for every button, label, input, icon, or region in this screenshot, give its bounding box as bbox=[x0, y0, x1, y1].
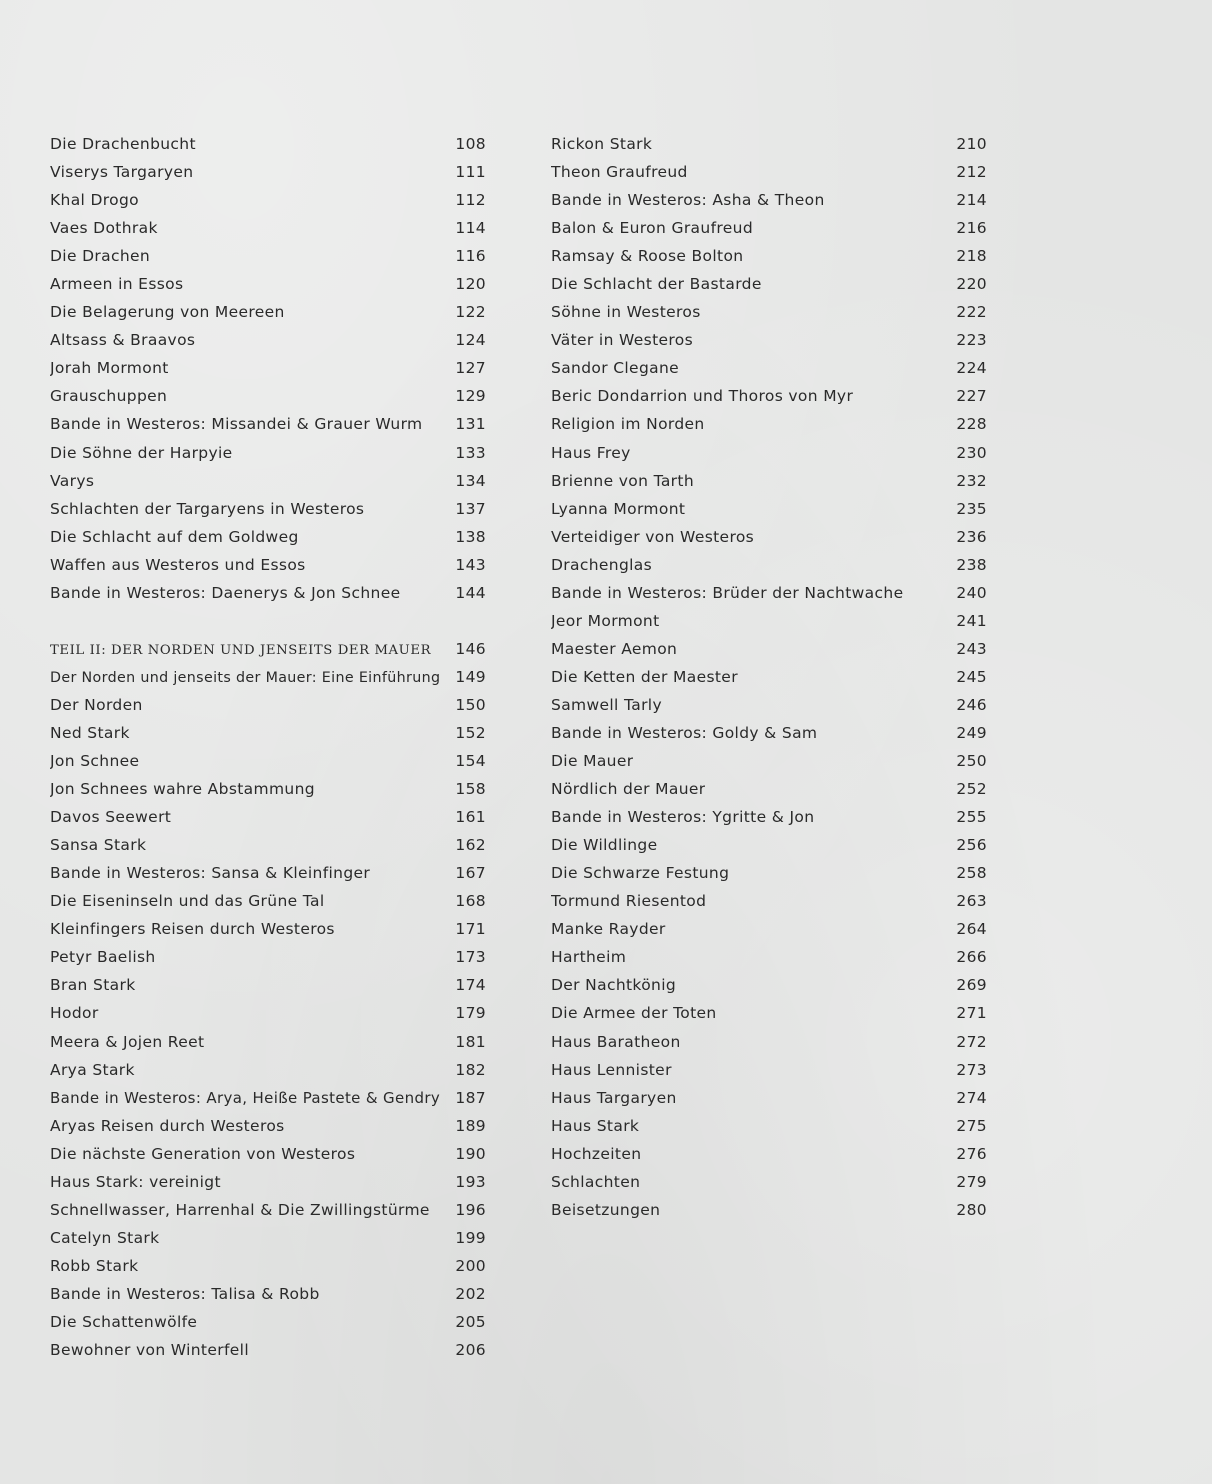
toc-entry bbox=[551, 803, 989, 831]
toc-entry-page: 246 bbox=[956, 695, 987, 714]
section-spacer bbox=[50, 607, 488, 635]
toc-entry-title: Balon & Euron Graufreud bbox=[551, 219, 754, 238]
toc-entry bbox=[50, 691, 488, 719]
toc-entry bbox=[50, 298, 488, 326]
toc-entry-page: 245 bbox=[956, 667, 987, 686]
toc-entry-page: 167 bbox=[455, 864, 486, 883]
toc-entry-title: Jorah Mormont bbox=[50, 359, 169, 378]
toc-entry-page: 179 bbox=[455, 1004, 486, 1023]
toc-entry-page: 158 bbox=[455, 780, 486, 799]
toc-entry bbox=[50, 747, 488, 775]
toc-entry bbox=[551, 130, 989, 158]
toc-entry-title: Samwell Tarly bbox=[551, 695, 662, 714]
toc-entry-page: 111 bbox=[455, 163, 486, 182]
toc-entry-page: 174 bbox=[455, 976, 486, 995]
toc-entry bbox=[50, 1280, 488, 1308]
toc-entry bbox=[50, 439, 488, 467]
toc-entry-title: Bande in Westeros: Goldy & Sam bbox=[551, 723, 818, 742]
toc-entry-page: 269 bbox=[956, 976, 987, 995]
toc-entry-page: 235 bbox=[956, 499, 987, 518]
toc-entry-page: 206 bbox=[455, 1341, 486, 1360]
toc-entry-page: 241 bbox=[956, 611, 987, 630]
toc-entry-title: Tormund Riesentod bbox=[551, 892, 707, 911]
toc-entry bbox=[551, 495, 989, 523]
toc-entry-page: 124 bbox=[455, 331, 486, 350]
toc-entry-page: 131 bbox=[455, 415, 486, 434]
toc-entry-title: Varys bbox=[50, 471, 95, 490]
toc-entry-page: 143 bbox=[455, 555, 486, 574]
toc-entry-title: Catelyn Stark bbox=[50, 1228, 160, 1247]
toc-entry-title: Bande in Westeros: Brüder der Nachtwache bbox=[551, 583, 904, 602]
toc-entry-title: Armeen in Essos bbox=[50, 275, 184, 294]
toc-entry-page: 220 bbox=[956, 275, 987, 294]
toc-entry-title: Viserys Targaryen bbox=[50, 163, 194, 182]
toc-entry bbox=[551, 747, 989, 775]
toc-entry-page: 223 bbox=[956, 331, 987, 350]
toc-entry-page: 162 bbox=[455, 836, 486, 855]
toc-entry-page: 144 bbox=[455, 583, 486, 602]
toc-entry bbox=[551, 1084, 989, 1112]
toc-entry-title: Die Schlacht auf dem Goldweg bbox=[50, 527, 299, 546]
toc-entry-page: 266 bbox=[956, 948, 987, 967]
toc-entry-title: Sansa Stark bbox=[50, 836, 147, 855]
toc-entry bbox=[551, 1112, 989, 1140]
toc-entry bbox=[551, 663, 989, 691]
toc-entry-title: Die Mauer bbox=[551, 752, 634, 771]
toc-entry-title: Ned Stark bbox=[50, 723, 130, 742]
toc-entry bbox=[50, 523, 488, 551]
toc-entry-page: 224 bbox=[956, 359, 987, 378]
toc-entry bbox=[50, 214, 488, 242]
toc-entry-page: 252 bbox=[956, 780, 987, 799]
toc-entry-title: Die Schwarze Festung bbox=[551, 864, 730, 883]
toc-entry bbox=[50, 551, 488, 579]
toc-entry-page: 154 bbox=[455, 752, 486, 771]
toc-entry-title: Die Schattenwölfe bbox=[50, 1312, 198, 1331]
toc-entry-page: 227 bbox=[956, 387, 987, 406]
toc-entry-title: Die Drachen bbox=[50, 247, 151, 266]
toc-entry-title: Religion im Norden bbox=[551, 415, 705, 434]
toc-entry-page: 181 bbox=[455, 1032, 486, 1051]
toc-entry-title: Bande in Westeros: Asha & Theon bbox=[551, 191, 825, 210]
toc-entry-page: 238 bbox=[956, 555, 987, 574]
toc-entry bbox=[50, 859, 488, 887]
toc-entry-page: 112 bbox=[455, 191, 486, 210]
toc-entry-page: 275 bbox=[956, 1116, 987, 1135]
toc-entry-page: 263 bbox=[956, 892, 987, 911]
toc-entry-page: 161 bbox=[455, 808, 486, 827]
toc-entry-page: 127 bbox=[455, 359, 486, 378]
toc-entry-page: 274 bbox=[956, 1088, 987, 1107]
toc-entry-title: Die Söhne der Harpyie bbox=[50, 443, 233, 462]
toc-entry bbox=[551, 1056, 989, 1084]
toc-entry bbox=[551, 719, 989, 747]
toc-entry-title: Söhne in Westeros bbox=[551, 303, 701, 322]
toc-entry-page: 152 bbox=[455, 723, 486, 742]
toc-entry bbox=[551, 158, 989, 186]
toc-entry-title: Der Norden und jenseits der Mauer: Eine Einführung bbox=[50, 669, 441, 686]
toc-entry-page: 273 bbox=[956, 1060, 987, 1079]
toc-entry-page: 214 bbox=[956, 191, 987, 210]
toc-entry-page: 256 bbox=[956, 836, 987, 855]
toc-entry-title: Jeor Mormont bbox=[551, 611, 660, 630]
toc-entry-title: Haus Lennister bbox=[551, 1060, 672, 1079]
toc-entry-page: 232 bbox=[956, 471, 987, 490]
toc-entry-title: Petyr Baelish bbox=[50, 948, 156, 967]
toc-entry-title: Robb Stark bbox=[50, 1256, 139, 1275]
toc-entry-title: Beisetzungen bbox=[551, 1200, 661, 1219]
toc-entry bbox=[551, 467, 989, 495]
toc-entry bbox=[551, 410, 989, 438]
toc-entry-page: 250 bbox=[956, 752, 987, 771]
toc-entry bbox=[551, 1168, 989, 1196]
toc-entry bbox=[551, 943, 989, 971]
toc-entry-title: Bande in Westeros: Talisa & Robb bbox=[50, 1284, 320, 1303]
toc-entry bbox=[551, 326, 989, 354]
toc-entry-page: 129 bbox=[455, 387, 486, 406]
toc-entry-page: 190 bbox=[455, 1144, 486, 1163]
toc-entry-title: Haus Stark: vereinigt bbox=[50, 1172, 221, 1191]
toc-entry-page: 138 bbox=[455, 527, 486, 546]
toc-entry-title: Grauschuppen bbox=[50, 387, 168, 406]
toc-entry-page: 146 bbox=[455, 639, 486, 658]
toc-entry-page: 200 bbox=[455, 1256, 486, 1275]
toc-entry bbox=[551, 691, 989, 719]
toc-entry bbox=[50, 158, 488, 186]
toc-entry bbox=[50, 1056, 488, 1084]
toc-entry-title: Die Wildlinge bbox=[551, 836, 658, 855]
toc-entry bbox=[50, 495, 488, 523]
toc-entry bbox=[50, 831, 488, 859]
toc-entry bbox=[50, 186, 488, 214]
toc-entry-page: 196 bbox=[455, 1200, 486, 1219]
toc-entry-page: 222 bbox=[956, 303, 987, 322]
toc-entry-page: 279 bbox=[956, 1172, 987, 1191]
toc-entry-page: 276 bbox=[956, 1144, 987, 1163]
toc-entry bbox=[50, 719, 488, 747]
toc-entry bbox=[50, 1168, 488, 1196]
toc-entry bbox=[50, 326, 488, 354]
toc-entry-title: Beric Dondarrion und Thoros von Myr bbox=[551, 387, 854, 406]
toc-entry-title: Hochzeiten bbox=[551, 1144, 642, 1163]
toc-entry-title: Haus Frey bbox=[551, 443, 631, 462]
toc-entry-title: Drachenglas bbox=[551, 555, 653, 574]
toc-entry-title: Bran Stark bbox=[50, 976, 136, 995]
toc-entry bbox=[50, 915, 488, 943]
toc-entry bbox=[50, 1140, 488, 1168]
toc-entry-page: 210 bbox=[956, 135, 987, 153]
toc-entry-title: Altsass & Braavos bbox=[50, 331, 196, 350]
toc-entry-page: 168 bbox=[455, 892, 486, 911]
toc-entry bbox=[50, 971, 488, 999]
toc-entry bbox=[50, 242, 488, 270]
toc-entry-page: 108 bbox=[455, 135, 486, 153]
toc-entry bbox=[551, 523, 989, 551]
toc-entry-title: Brienne von Tarth bbox=[551, 471, 694, 490]
toc-entry bbox=[50, 1112, 488, 1140]
toc-entry-title: Verteidiger von Westeros bbox=[551, 527, 755, 546]
toc-entry bbox=[50, 1196, 488, 1224]
toc-entry-page: 280 bbox=[956, 1200, 987, 1219]
toc-entry bbox=[551, 635, 989, 663]
toc-entry-page: 189 bbox=[455, 1116, 486, 1135]
toc-entry bbox=[551, 607, 989, 635]
toc-entry-title: Davos Seewert bbox=[50, 808, 172, 827]
toc-entry-title: Die Drachenbucht bbox=[50, 135, 196, 153]
toc-entry-page: 199 bbox=[455, 1228, 486, 1247]
toc-entry-title: Haus Baratheon bbox=[551, 1032, 681, 1051]
toc-entry bbox=[50, 1084, 488, 1112]
toc-entry bbox=[50, 1028, 488, 1056]
toc-entry-title: Jon Schnee bbox=[50, 752, 140, 771]
toc-entry-page: 249 bbox=[956, 723, 987, 742]
toc-entry-title: Schlachten bbox=[551, 1172, 641, 1191]
toc-entry-page: 122 bbox=[455, 303, 486, 322]
toc-entry-page: 137 bbox=[455, 499, 486, 518]
toc-entry bbox=[551, 214, 989, 242]
toc-entry-title: Haus Stark bbox=[551, 1116, 640, 1135]
toc-entry bbox=[50, 410, 488, 438]
toc-entry-title: Rickon Stark bbox=[551, 135, 653, 153]
toc-entry-title: Schlachten der Targaryens in Westeros bbox=[50, 499, 365, 518]
toc-entry-title: Bande in Westeros: Daenerys & Jon Schnee bbox=[50, 583, 401, 602]
toc-entry bbox=[50, 467, 488, 495]
toc-entry-title: Die Ketten der Maester bbox=[551, 667, 738, 686]
toc-entry-title: TEIL II: DER NORDEN UND JENSEITS DER MAUER bbox=[50, 642, 432, 658]
toc-entry-page: 212 bbox=[956, 163, 987, 182]
toc-entry bbox=[50, 382, 488, 410]
toc-entry bbox=[551, 775, 989, 803]
toc-entry bbox=[50, 1336, 488, 1364]
toc-entry-page: 236 bbox=[956, 527, 987, 546]
toc-left-column bbox=[50, 130, 488, 1364]
toc-entry bbox=[551, 579, 989, 607]
toc-entry-title: Die nächste Generation von Westeros bbox=[50, 1144, 356, 1163]
toc-entry-page: 133 bbox=[455, 443, 486, 462]
toc-entry-title: Nördlich der Mauer bbox=[551, 780, 706, 799]
toc-entry-page: 116 bbox=[455, 247, 486, 266]
toc-entry bbox=[50, 130, 488, 158]
toc-entry-page: 187 bbox=[455, 1088, 486, 1107]
toc-entry bbox=[50, 354, 488, 382]
toc-entry bbox=[551, 551, 989, 579]
toc-entry-title: Haus Targaryen bbox=[551, 1088, 677, 1107]
toc-entry bbox=[50, 803, 488, 831]
toc-entry-title: Bande in Westeros: Sansa & Kleinfinger bbox=[50, 864, 371, 883]
toc-entry-title: Bande in Westeros: Missandei & Grauer Wurm bbox=[50, 415, 423, 434]
toc-entry-title: Meera & Jojen Reet bbox=[50, 1032, 205, 1051]
toc-entry-title: Hodor bbox=[50, 1004, 99, 1023]
toc-entry bbox=[50, 663, 488, 691]
toc-entry-title: Kleinfingers Reisen durch Westeros bbox=[50, 920, 335, 939]
toc-entry bbox=[551, 887, 989, 915]
toc-entry-title: Lyanna Mormont bbox=[551, 499, 686, 518]
toc-entry bbox=[50, 579, 488, 607]
toc-entry bbox=[551, 242, 989, 270]
toc-entry bbox=[551, 831, 989, 859]
toc-entry-title: Die Eiseninseln und das Grüne Tal bbox=[50, 892, 325, 911]
toc-entry bbox=[50, 1252, 488, 1280]
toc-entry bbox=[551, 298, 989, 326]
toc-entry-title: Khal Drogo bbox=[50, 191, 139, 210]
toc-entry-page: 272 bbox=[956, 1032, 987, 1051]
toc-entry-title: Väter in Westeros bbox=[551, 331, 694, 350]
toc-entry bbox=[50, 943, 488, 971]
toc-entry bbox=[551, 915, 989, 943]
toc-entry-page: 228 bbox=[956, 415, 987, 434]
toc-entry-page: 173 bbox=[455, 948, 486, 967]
toc-entry bbox=[551, 439, 989, 467]
toc-entry bbox=[50, 775, 488, 803]
toc-entry bbox=[50, 270, 488, 298]
toc-entry bbox=[551, 859, 989, 887]
toc-entry-title: Jon Schnees wahre Abstammung bbox=[50, 780, 315, 799]
toc-entry bbox=[551, 354, 989, 382]
toc-entry-title: Ramsay & Roose Bolton bbox=[551, 247, 744, 266]
toc-entry-title: Bande in Westeros: Ygritte & Jon bbox=[551, 808, 815, 827]
toc-entry-page: 255 bbox=[956, 808, 987, 827]
toc-right-column bbox=[551, 130, 989, 1224]
toc-entry-page: 218 bbox=[956, 247, 987, 266]
toc-entry bbox=[551, 1196, 989, 1224]
toc-entry-page: 114 bbox=[455, 219, 486, 238]
toc-entry-title: Schnellwasser, Harrenhal & Die Zwillingstürme bbox=[50, 1200, 430, 1219]
toc-entry bbox=[50, 999, 488, 1027]
toc-entry-page: 216 bbox=[956, 219, 987, 238]
toc-entry-title: Maester Aemon bbox=[551, 639, 678, 658]
toc-entry-title: Bewohner von Winterfell bbox=[50, 1341, 249, 1360]
toc-entry bbox=[551, 999, 989, 1027]
toc-entry bbox=[551, 382, 989, 410]
toc-entry bbox=[551, 186, 989, 214]
toc-entry-title: Die Belagerung von Meereen bbox=[50, 303, 285, 322]
toc-entry-page: 202 bbox=[455, 1284, 486, 1303]
toc-entry-title: Aryas Reisen durch Westeros bbox=[50, 1116, 285, 1135]
toc-entry-page: 271 bbox=[956, 1004, 987, 1023]
toc-entry-title: Theon Graufreud bbox=[551, 163, 688, 182]
toc-entry bbox=[50, 1308, 488, 1336]
toc-entry-title: Der Norden bbox=[50, 695, 143, 714]
toc-entry bbox=[50, 887, 488, 915]
toc-entry-page: 264 bbox=[956, 920, 987, 939]
toc-entry-page: 258 bbox=[956, 864, 987, 883]
toc-entry-page: 182 bbox=[455, 1060, 486, 1079]
toc-entry-page: 171 bbox=[455, 920, 486, 939]
toc-entry bbox=[551, 1140, 989, 1168]
toc-entry bbox=[551, 1028, 989, 1056]
toc-entry-page: 230 bbox=[956, 443, 987, 462]
toc-entry bbox=[551, 971, 989, 999]
toc-entry-page: 205 bbox=[455, 1312, 486, 1331]
toc-entry-page: 120 bbox=[455, 275, 486, 294]
toc-entry-title: Arya Stark bbox=[50, 1060, 135, 1079]
toc-entry-title: Waffen aus Westeros und Essos bbox=[50, 555, 306, 574]
toc-entry-title: Die Schlacht der Bastarde bbox=[551, 275, 762, 294]
toc-entry-title: Vaes Dothrak bbox=[50, 219, 158, 238]
toc-entry-title: Die Armee der Toten bbox=[551, 1004, 717, 1023]
toc-part-heading bbox=[50, 635, 488, 663]
toc-entry-page: 150 bbox=[455, 695, 486, 714]
toc-entry-title: Bande in Westeros: Arya, Heiße Pastete & Gendry bbox=[50, 1088, 441, 1107]
toc-entry-title: Der Nachtkönig bbox=[551, 976, 677, 995]
toc-entry-page: 134 bbox=[455, 471, 486, 490]
toc-entry-page: 240 bbox=[956, 583, 987, 602]
toc-entry-page: 193 bbox=[455, 1172, 486, 1191]
toc-entry-page: 243 bbox=[956, 639, 987, 658]
toc-entry-title: Manke Rayder bbox=[551, 920, 666, 939]
toc-entry-title: Hartheim bbox=[551, 948, 627, 967]
toc-entry-page: 149 bbox=[455, 667, 486, 686]
toc-entry bbox=[551, 270, 989, 298]
toc-entry-title: Sandor Clegane bbox=[551, 359, 680, 378]
toc-entry bbox=[50, 1224, 488, 1252]
